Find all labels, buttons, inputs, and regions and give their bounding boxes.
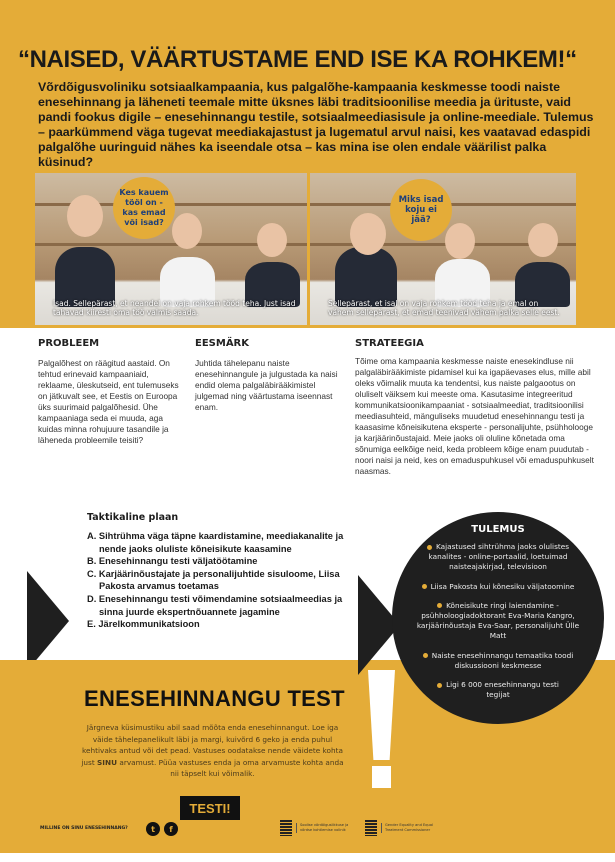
arrow-icon xyxy=(27,571,69,671)
list-item: Naiste enesehinnangu temaatika toodi diskussiooni keskmesse xyxy=(410,651,586,671)
twitter-icon[interactable]: t xyxy=(146,822,160,836)
result-heading: TULEMUS xyxy=(471,524,525,535)
problem-heading: PROBLEEM xyxy=(38,338,100,349)
list-item: Kõneisikute ringi laiendamine - psühholoogiadoktorant Eva-Maria Kangro, karjäärinõustaja Eva-Saar, personalijuht Ülle Matt xyxy=(416,600,580,641)
bullet-icon xyxy=(437,683,442,688)
list-item: Kajastused sihtrühma jaoks olulistes kanalites - online-portaalid, loetuimad naisteajakirjad, televisioon xyxy=(428,542,570,572)
bullet-icon xyxy=(423,653,428,658)
list-item: D. Enesehinnangu testi võimendamine sotsiaalmeedias ja sinna juurde ekspertnõuannete jagamine xyxy=(87,593,343,617)
tactical-list xyxy=(87,530,352,631)
result-circle xyxy=(392,512,604,724)
coat-of-arms-icon xyxy=(280,820,292,836)
goal-heading: EESMÄRK xyxy=(195,338,250,349)
test-heading: ENESEHINNANGU TEST xyxy=(84,686,345,711)
strategy-text: Tõime oma kampaania keskmesse naiste enesekindluse nii palgaläbirääkimiste pidamisel kui ka igapäevases elus, mille abil oleks võimalik muuta ka tendentsi, kus naiste palgaootus on oluliselt väiksem kui meeste oma. Kasutasime integreeritud kommunikatsioonikampaaniat - sotsiaalmeediat, traditsioonilisi meediasuhteid, mänguliseks muudetud enesehinnangu testi ja kaasasime kõneisikutena eksperte - personalijuhte, psühholooge ja karjäärinõustajaid. Meie jaoks oli oluline kõnetada oma sõnumiga eelkõige neid, keda probleem kõige enam puudutab - noori naisi ja neid, kes on emaduspuhkusel või emaduspuhkuselt naasmas. xyxy=(355,356,594,476)
list-item: Ligi 6 000 enesehinnangu testi tegijat xyxy=(437,680,559,700)
speech-bubble: Kes kauem tööl on - kas emad või isad? xyxy=(113,177,175,239)
strategy-heading: STRATEEGIA xyxy=(355,338,424,349)
video-still-2 xyxy=(310,173,576,325)
video-still-1 xyxy=(35,173,307,325)
list-item: B. Enesehinnangu testi väljatöötamine xyxy=(87,556,258,567)
coat-of-arms-icon xyxy=(365,820,377,836)
bullet-icon xyxy=(427,545,432,550)
tactical-heading: Taktikaline plaan xyxy=(87,512,179,523)
bullet-icon xyxy=(422,584,427,589)
video-caption: Sellepärast, et isal on vaja rohkem tööd teha ja emal on vähem sellepärast, et emad teenivad vähem palka selle eest. xyxy=(328,299,560,317)
list-item: A. Sihtrühma väga täpne kaardistamine, meediakanalite ja nende jaoks oluliste kõneisikute kaasamine xyxy=(87,531,344,554)
commissioner-logo-et: Soolise võrdõiguslikkuse ja võrdse kohtlemise volinik xyxy=(280,820,352,836)
test-description: Järgneva küsimustiku abil saad mõõta enda enesehinnangut. Loe iga väide tähelepanelikult läbi ja margi, kuivõrd 6 geko ja enda puhul kehtivaks antud või det pead. Vastuses oodatakse nende väidete kohta just SINU arvamust. Püüa vastuses enda ja oma arvamuste kohta anda nii täpselt kui võimalik. xyxy=(81,723,344,778)
footer-question: MILLINE ON SINU ENESEHINNANG? xyxy=(40,826,128,831)
goal-text: Juhtida tähelepanu naiste enesehinnangule ja julgustada ka naisi endid olema palgaläbirääkimistel julgemad ning väärtustama iseennast enam. xyxy=(195,358,338,412)
list-item: C. Karjäärinõustajate ja personalijuhtide sisuloome, Liisa Pakosta arvamus toetamas xyxy=(87,568,340,592)
page-title: “NAISED, VÄÄRTUSTAME END ISE KA ROHKEM!“ xyxy=(18,46,577,73)
take-test-button[interactable]: TESTI! xyxy=(180,796,240,820)
problem-text: Palgalõhest on räägitud aastaid. On tehtud erinevaid kampaaniaid, reklaame, üleskutseid, ent tulemuseks on jätkuvalt see, et Eestis on Euroopa üks suurimaid palgalõhesid. Ühe kampaaniaga seda ei muuda, aga kuidas minna rohujuure tasandile ja läheneda probleemile teisiti? xyxy=(38,358,179,445)
intro-text: Võrdõigusvoliniku sotsiaalkampaania, kus palgalõhe-kampaania keskmesse toodi naiste enesehinnang ja läheneti teemale mitte üksnes läbi traditsioonilise meedia ja ürituste, vaid pandi fookus digile – enesehinnangu testile, sotsiaalmeediasisule ja online-meediale. Tulemus – paarkümmend väga tugevat meediakajastust ja lugematul arvul naisi, kes vaatavad edaspidi palgalõhe uuringuid nähes ka iseendale otsa – kas mina ise olen endale väärilist palka küsinud? xyxy=(38,80,594,169)
bullet-icon xyxy=(437,603,442,608)
list-item: Liisa Pakosta kui kõnesiku väljatoomine xyxy=(410,582,586,592)
commissioner-logo-en: Gender Equality and Equal Treatment Commissioner xyxy=(365,820,437,836)
facebook-icon[interactable]: f xyxy=(164,822,178,836)
speech-bubble: Miks isad koju ei jää? xyxy=(390,179,452,241)
video-caption: Isad. Sellepärast, et neandel on vaja rohkem tööd teha. Just isad tahavad kiiresti oma töö valmis saada. xyxy=(53,299,296,317)
exclamation-dot xyxy=(372,766,391,788)
list-item: E. Järelkommunikatsioon xyxy=(87,619,200,630)
hero-section xyxy=(0,0,615,328)
